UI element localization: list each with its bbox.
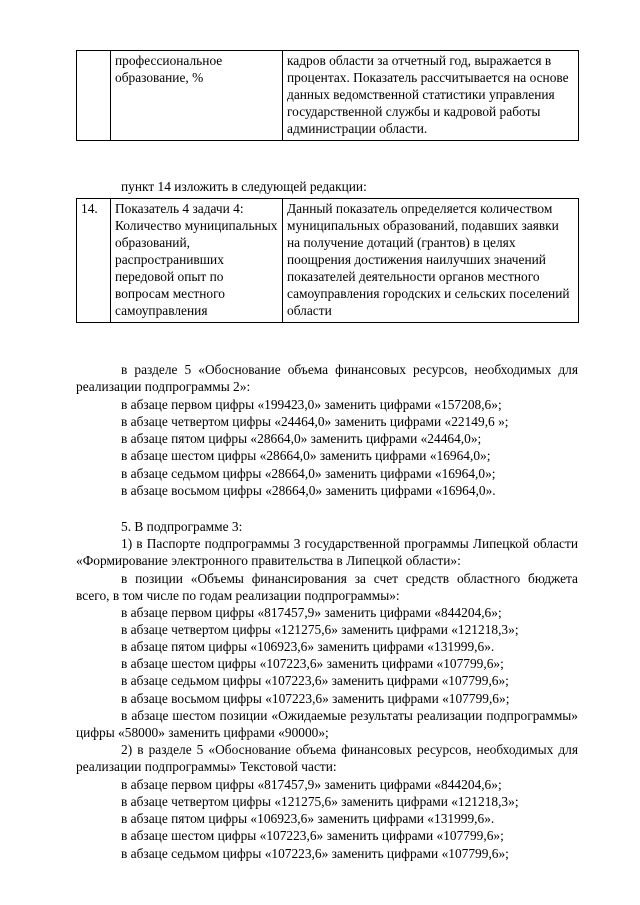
indicator-description: кадров области за отчетный год, выражается в процентах. Показатель рассчитывается на основе данных ведомственной статистики управления государственной службы и кадровой работы администрации области.: [283, 51, 579, 141]
indicator-table-point-14: [76, 198, 579, 323]
list-item: в абзаце пятом цифры «106923,6» заменить цифрами «131999,6».: [121, 639, 495, 654]
indicator-name: Показатель 4 задачи 4: Количество муниципальных образований, распространивших передовой опыт по вопросам местного самоуправления: [111, 199, 283, 323]
list-item: в абзаце восьмом цифры «28664,0» заменить цифрами «16964,0».: [121, 483, 496, 498]
list-item: в абзаце четвертом цифры «24464,0» заменить цифрами «22149,6 »;: [121, 414, 509, 429]
indicator-table-continued: [76, 50, 579, 141]
list-item: в абзаце шестом цифры «107223,6» заменить цифрами «107799,6»;: [121, 828, 504, 843]
list-item: в абзаце первом цифры «199423,0» заменить цифрами «157208,6»;: [121, 397, 502, 412]
list-item: в абзаце первом цифры «817457,9» заменить цифрами «844204,6»;: [121, 605, 502, 620]
row-number: [77, 51, 111, 141]
list-item: в абзаце пятом цифры «28664,0» заменить цифрами «24464,0»;: [121, 431, 482, 446]
list-item: в абзаце пятом цифры «106923,6» заменить цифрами «131999,6».: [121, 811, 495, 826]
indicator-description: Данный показатель определяется количеством муниципальных образований, подавших заявки на получение дотаций (грантов) в целях поощрения достижения наилучших значений показателей деятельности органов местного самоуправления городских и сельских поселений области: [283, 199, 579, 323]
sub3-item2: 2) в разделе 5 «Обоснование объема финансовых ресурсов, необходимых для реализации подпрограммы» Текстовой части:: [76, 742, 578, 775]
list-item: в абзаце первом цифры «817457,9» заменить цифрами «844204,6»;: [121, 777, 502, 792]
list-item: в абзаце седьмом цифры «107223,6» заменить цифрами «107799,6»;: [121, 673, 509, 688]
section5-sub2-heading: в разделе 5 «Обоснование объема финансовых ресурсов, необходимых для реализации подпрограммы 2»:: [76, 362, 578, 395]
point-14-intro: пункт 14 изложить в следующей редакции:: [121, 179, 367, 194]
sub3-sixth-paragraph: в абзаце шестом позиции «Ожидаемые результаты реализации подпрограммы» цифры «58000» заменить цифрами «90000»;: [76, 708, 578, 741]
list-item: в абзаце четвертом цифры «121275,6» заменить цифрами «121218,3»;: [121, 622, 519, 637]
table-row: [77, 199, 579, 323]
sub3-position: в позиции «Объемы финансирования за счет средств областного бюджета всего, в том числе по годам реализации подпрограммы»:: [76, 571, 578, 604]
list-item: в абзаце седьмом цифры «28664,0» заменить цифрами «16964,0»;: [121, 466, 496, 481]
list-item: в абзаце седьмом цифры «107223,6» заменить цифрами «107799,6»;: [121, 846, 509, 861]
row-number: 14.: [77, 199, 111, 323]
list-item: в абзаце восьмом цифры «107223,6» заменить цифрами «107799,6»;: [121, 691, 510, 706]
table-row: [77, 51, 579, 141]
list-item: в абзаце шестом цифры «107223,6» заменить цифрами «107799,6»;: [121, 656, 504, 671]
list-item: в абзаце шестом цифры «28664,0» заменить цифрами «16964,0»;: [121, 448, 491, 463]
sub3-title: 5. В подпрограмме 3:: [121, 519, 243, 534]
indicator-name: профессиональное образование, %: [111, 51, 283, 141]
list-item: в абзаце четвертом цифры «121275,6» заменить цифрами «121218,3»;: [121, 794, 519, 809]
sub3-item1: 1) в Паспорте подпрограммы 3 государственной программы Липецкой области «Формирование электронного правительства в Липецкой области»:: [76, 536, 578, 569]
